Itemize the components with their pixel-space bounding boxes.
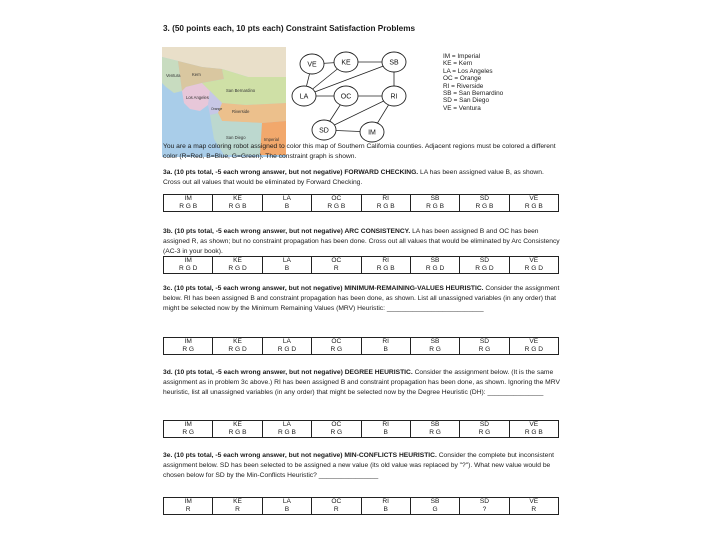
header-cell: IM <box>164 257 213 266</box>
worksheet-page <box>160 22 560 527</box>
value-cell[interactable]: R G <box>410 346 459 355</box>
header-cell: SD <box>460 421 509 430</box>
map-label-orange: Orange <box>211 107 223 111</box>
header-cell: IM <box>164 338 213 347</box>
section-3e-table <box>163 497 559 515</box>
section-3e-body: Consider the complete but inconsistent assignment below. SD has been selected to be assigned a new value (its old value was replaced by "?"). What new value would be chosen below for SD by the Min-Conflicts Heuristic? <box>163 452 554 479</box>
header-cell: RI <box>361 195 410 204</box>
header-cell: SB <box>410 257 459 266</box>
header-cell: SB <box>410 195 459 204</box>
header-cell: OC <box>312 257 361 266</box>
header-cell: VE <box>509 195 558 204</box>
value-cell[interactable]: R G B <box>213 203 262 212</box>
header-cell: KE <box>213 257 262 266</box>
legend-item: KE = Kern <box>443 60 473 68</box>
value-cell[interactable]: B <box>262 506 311 515</box>
value-cell[interactable]: R G D <box>509 346 558 355</box>
map-label-riverside: Riverside <box>232 109 250 114</box>
value-cell[interactable]: R G B <box>164 203 213 212</box>
map-label-los-angeles: Los Angeles <box>186 95 209 100</box>
node-label-la: LA <box>299 93 309 101</box>
section-3b-heading: 3b. (10 pts total, -5 each wrong answer, but not negative) ARC CONSISTENCY. <box>163 228 411 235</box>
value-cell[interactable]: R <box>312 265 361 274</box>
section-3e-text <box>163 451 560 480</box>
value-cell[interactable]: R G B <box>509 203 558 212</box>
section-3a-text <box>163 168 560 188</box>
value-cell[interactable]: R G B <box>361 265 410 274</box>
value-cell[interactable]: R G <box>164 429 213 438</box>
constraint-graph <box>288 50 408 148</box>
problem-title: 3. (50 points each, 10 pts each) Constraint Satisfaction Problems <box>163 24 416 33</box>
value-cell[interactable]: R G D <box>410 265 459 274</box>
section-3a-heading: 3a. (10 pts total, -5 each wrong answer, but not negative) FORWARD CHECKING. <box>163 169 419 176</box>
section-3d-body: Consider the assignment below. (It is the same assignment as in problem 3c above.) RI has been assigned B and constraint propagation has been done, as shown. Ignoring the MRV heuristic, list all unassigned variables (in any order) that might be selected now by the Degree Heuristic (DH): <box>163 369 560 396</box>
header-cell: RI <box>361 338 410 347</box>
section-3c-heading: 3c. (10 pts total, -5 each wrong answer, but not negative) MINIMUM-REMAINING-VALUES HEURISTIC. <box>163 285 484 292</box>
node-label-im: IM <box>368 129 376 137</box>
value-cell[interactable]: ? <box>460 506 509 515</box>
section-3b-text <box>163 227 560 256</box>
header-cell: KE <box>213 338 262 347</box>
header-cell: OC <box>312 498 361 507</box>
map-label-san-bernardino: San Bernardino <box>226 88 256 93</box>
header-cell: LA <box>262 498 311 507</box>
header-cell: LA <box>262 195 311 204</box>
header-cell: VE <box>509 421 558 430</box>
legend-item: SB = San Bernardino <box>443 90 504 98</box>
answer-blank-3d[interactable]: _______________ <box>487 388 544 396</box>
node-label-ri: RI <box>390 93 398 101</box>
value-cell[interactable]: R G <box>460 346 509 355</box>
map-label-ventura: Ventura <box>166 73 181 78</box>
value-cell[interactable]: G <box>410 506 459 515</box>
section-3c-table <box>163 337 559 355</box>
value-cell[interactable]: B <box>262 265 311 274</box>
node-label-ke: KE <box>341 59 351 67</box>
value-cell[interactable]: R <box>213 506 262 515</box>
value-cell[interactable]: R G D <box>213 265 262 274</box>
value-cell[interactable]: R G B <box>509 429 558 438</box>
section-3a-body: LA has been assigned value B, as shown. Cross out all values that would be eliminated by Forward Checking. <box>163 169 544 186</box>
value-cell[interactable]: R G B <box>460 203 509 212</box>
value-cell[interactable]: R G <box>312 429 361 438</box>
legend-item: OC = Orange <box>443 75 482 83</box>
legend-item: VE = Ventura <box>443 104 481 112</box>
map-label-san-diego: San Diego <box>226 135 246 140</box>
header-cell: SB <box>410 421 459 430</box>
value-cell[interactable]: R G B <box>213 429 262 438</box>
value-cell[interactable]: R G D <box>509 265 558 274</box>
node-label-sd: SD <box>319 127 329 135</box>
legend-item: LA = Los Angeles <box>443 67 493 75</box>
answer-blank-3c[interactable]: __________________________ <box>386 304 484 312</box>
value-cell[interactable]: R G D <box>262 346 311 355</box>
value-cell[interactable]: B <box>361 506 410 515</box>
header-cell: OC <box>312 338 361 347</box>
section-3a-table <box>163 194 559 212</box>
header-cell: SD <box>460 338 509 347</box>
header-cell: SD <box>460 257 509 266</box>
value-cell[interactable]: R G B <box>361 203 410 212</box>
header-cell: KE <box>213 421 262 430</box>
value-cell[interactable]: B <box>361 346 410 355</box>
value-cell[interactable]: B <box>262 203 311 212</box>
header-cell: OC <box>312 421 361 430</box>
header-cell: IM <box>164 195 213 204</box>
value-cell[interactable]: R G <box>164 346 213 355</box>
value-cell[interactable]: R G <box>410 429 459 438</box>
value-cell[interactable]: R <box>312 506 361 515</box>
node-label-oc: OC <box>340 93 352 101</box>
node-label-sb: SB <box>389 59 399 67</box>
section-3b-body: LA has been assigned B and OC has been assigned R, as shown; but no constraint propagation has been done. Cross out all values that would be eliminated by Arc Consistency (AC-3 in your book). <box>163 228 560 255</box>
value-cell[interactable]: R G D <box>460 265 509 274</box>
map-label-imperial: Imperial <box>264 137 279 142</box>
value-cell[interactable]: R G B <box>262 429 311 438</box>
header-cell: OC <box>312 195 361 204</box>
value-cell[interactable]: R G B <box>410 203 459 212</box>
header-cell: KE <box>213 195 262 204</box>
section-3c-body: Consider the assignment below. RI has been assigned B and constraint propagation has been done, as shown. List all unassigned variables (in any order) that might be selected now by the Minimum Remaining Values (MRV) Heuristic: <box>163 285 560 312</box>
section-3b-table <box>163 256 559 274</box>
header-cell: LA <box>262 338 311 347</box>
header-cell: RI <box>361 257 410 266</box>
section-3d-table <box>163 420 559 438</box>
header-cell: SD <box>460 498 509 507</box>
header-cell: IM <box>164 498 213 507</box>
header-cell: SD <box>460 195 509 204</box>
southern-california-map <box>162 47 286 157</box>
header-cell: IM <box>164 421 213 430</box>
value-cell[interactable]: R <box>509 506 558 515</box>
section-3e-heading: 3e. (10 pts total, -5 each wrong answer, but not negative) MIN-CONFLICTS HEURISTIC. <box>163 452 437 459</box>
legend-item: SD = San Diego <box>443 97 490 105</box>
intro-paragraph: You are a map coloring robot assigned to color this map of Southern California counties. Adjacent regions must be colored a different color (R=Red, B=Blue, G=Green). The constraint graph is shown. <box>163 143 556 160</box>
header-cell: VE <box>509 498 558 507</box>
value-cell[interactable]: R <box>164 506 213 515</box>
header-cell: VE <box>509 338 558 347</box>
section-3d-text <box>163 368 560 397</box>
section-3c-text <box>163 284 560 313</box>
header-cell: LA <box>262 421 311 430</box>
header-cell: SB <box>410 338 459 347</box>
legend-item: RI = Riverside <box>443 82 484 90</box>
section-3d-heading: 3d. (10 pts total, -5 each wrong answer, but not negative) DEGREE HEURISTIC. <box>163 369 413 376</box>
header-cell: SB <box>410 498 459 507</box>
value-cell[interactable]: R G B <box>312 203 361 212</box>
value-cell[interactable]: R G <box>460 429 509 438</box>
county-legend <box>443 53 503 112</box>
header-cell: RI <box>361 421 410 430</box>
riverside-county <box>218 103 286 123</box>
header-cell: RI <box>361 498 410 507</box>
legend-item: IM = Imperial <box>443 53 481 60</box>
header-cell: VE <box>509 257 558 266</box>
value-cell[interactable]: B <box>361 429 410 438</box>
header-cell: LA <box>262 257 311 266</box>
header-cell: KE <box>213 498 262 507</box>
node-label-ve: VE <box>307 61 317 69</box>
map-label-kern: Kern <box>192 72 201 77</box>
answer-blank-3e[interactable]: ________________ <box>318 471 379 479</box>
value-cell[interactable]: R G D <box>164 265 213 274</box>
value-cell[interactable]: R G D <box>213 346 262 355</box>
value-cell[interactable]: R G <box>312 346 361 355</box>
